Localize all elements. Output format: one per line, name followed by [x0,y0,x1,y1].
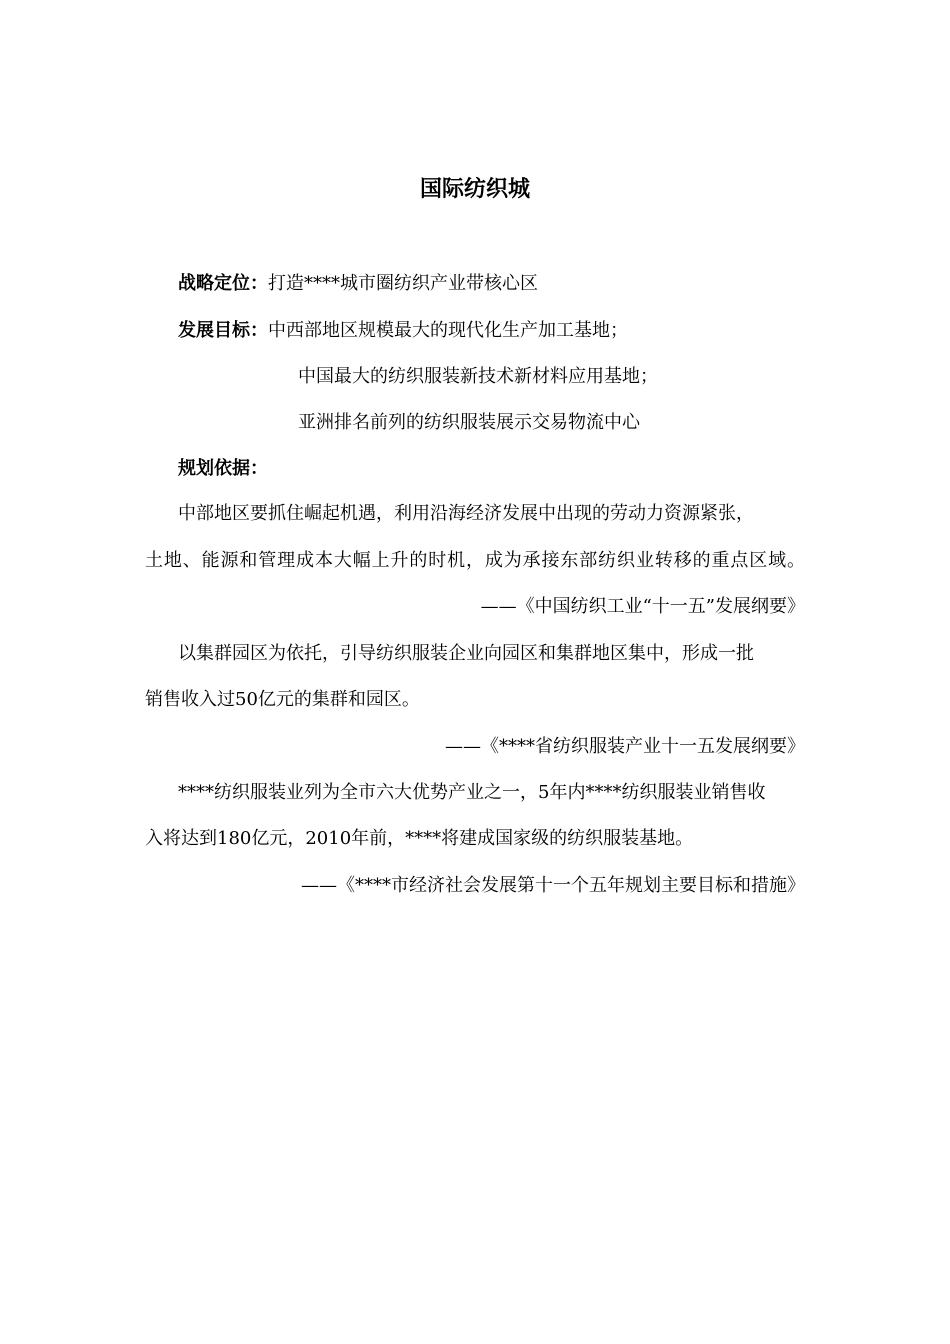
quote-1-line-2: 土地、能源和管理成本大幅上升的时机，成为承接东部纺织业转移的重点区域。 [145,550,805,571]
quote-1-line-1: 中部地区要抓住崛起机遇，利用沿海经济发展中出现的劳动力资源紧张， [178,503,754,524]
quote-1-source: ——《中国纺织工业“十一五”发展纲要》 [480,596,805,617]
positioning-line [178,269,538,299]
goal-item-1: 中西部地区规模最大的现代化生产加工基地； [268,320,628,341]
document-title: 国际纺织城 [419,177,530,202]
goal-item-2: 中国最大的纺织服装新技术新材料应用基地； [298,366,658,387]
basis-label: 规划依据： [178,458,268,479]
quote-2-line-1: 以集群园区为依托，引导纺织服装企业向园区和集群地区集中，形成一批 [178,643,754,664]
goal-item-3: 亚洲排名前列的纺织服装展示交易物流中心 [298,412,640,433]
positioning-label: 战略定位： [178,273,268,294]
quote-2-source: ——《****省纺织服装产业十一五发展纲要》 [445,736,805,757]
quote-2-line-2: 销售收入过50亿元的集群和园区。 [145,689,420,710]
goals-label: 发展目标： [178,320,268,341]
positioning-text: 打造****城市圈纺织产业带核心区 [268,273,538,294]
goals-line [178,316,628,346]
quote-3-line-2: 入将达到180亿元，2010年前，****将建成国家级的纺织服装基地。 [145,828,694,849]
quote-3-source: ——《****市经济社会发展第十一个五年规划主要目标和措施》 [301,875,805,896]
quote-3-line-1: ****纺织服装业列为全市六大优势产业之一，5年内****纺织服装业销售收 [178,782,766,803]
